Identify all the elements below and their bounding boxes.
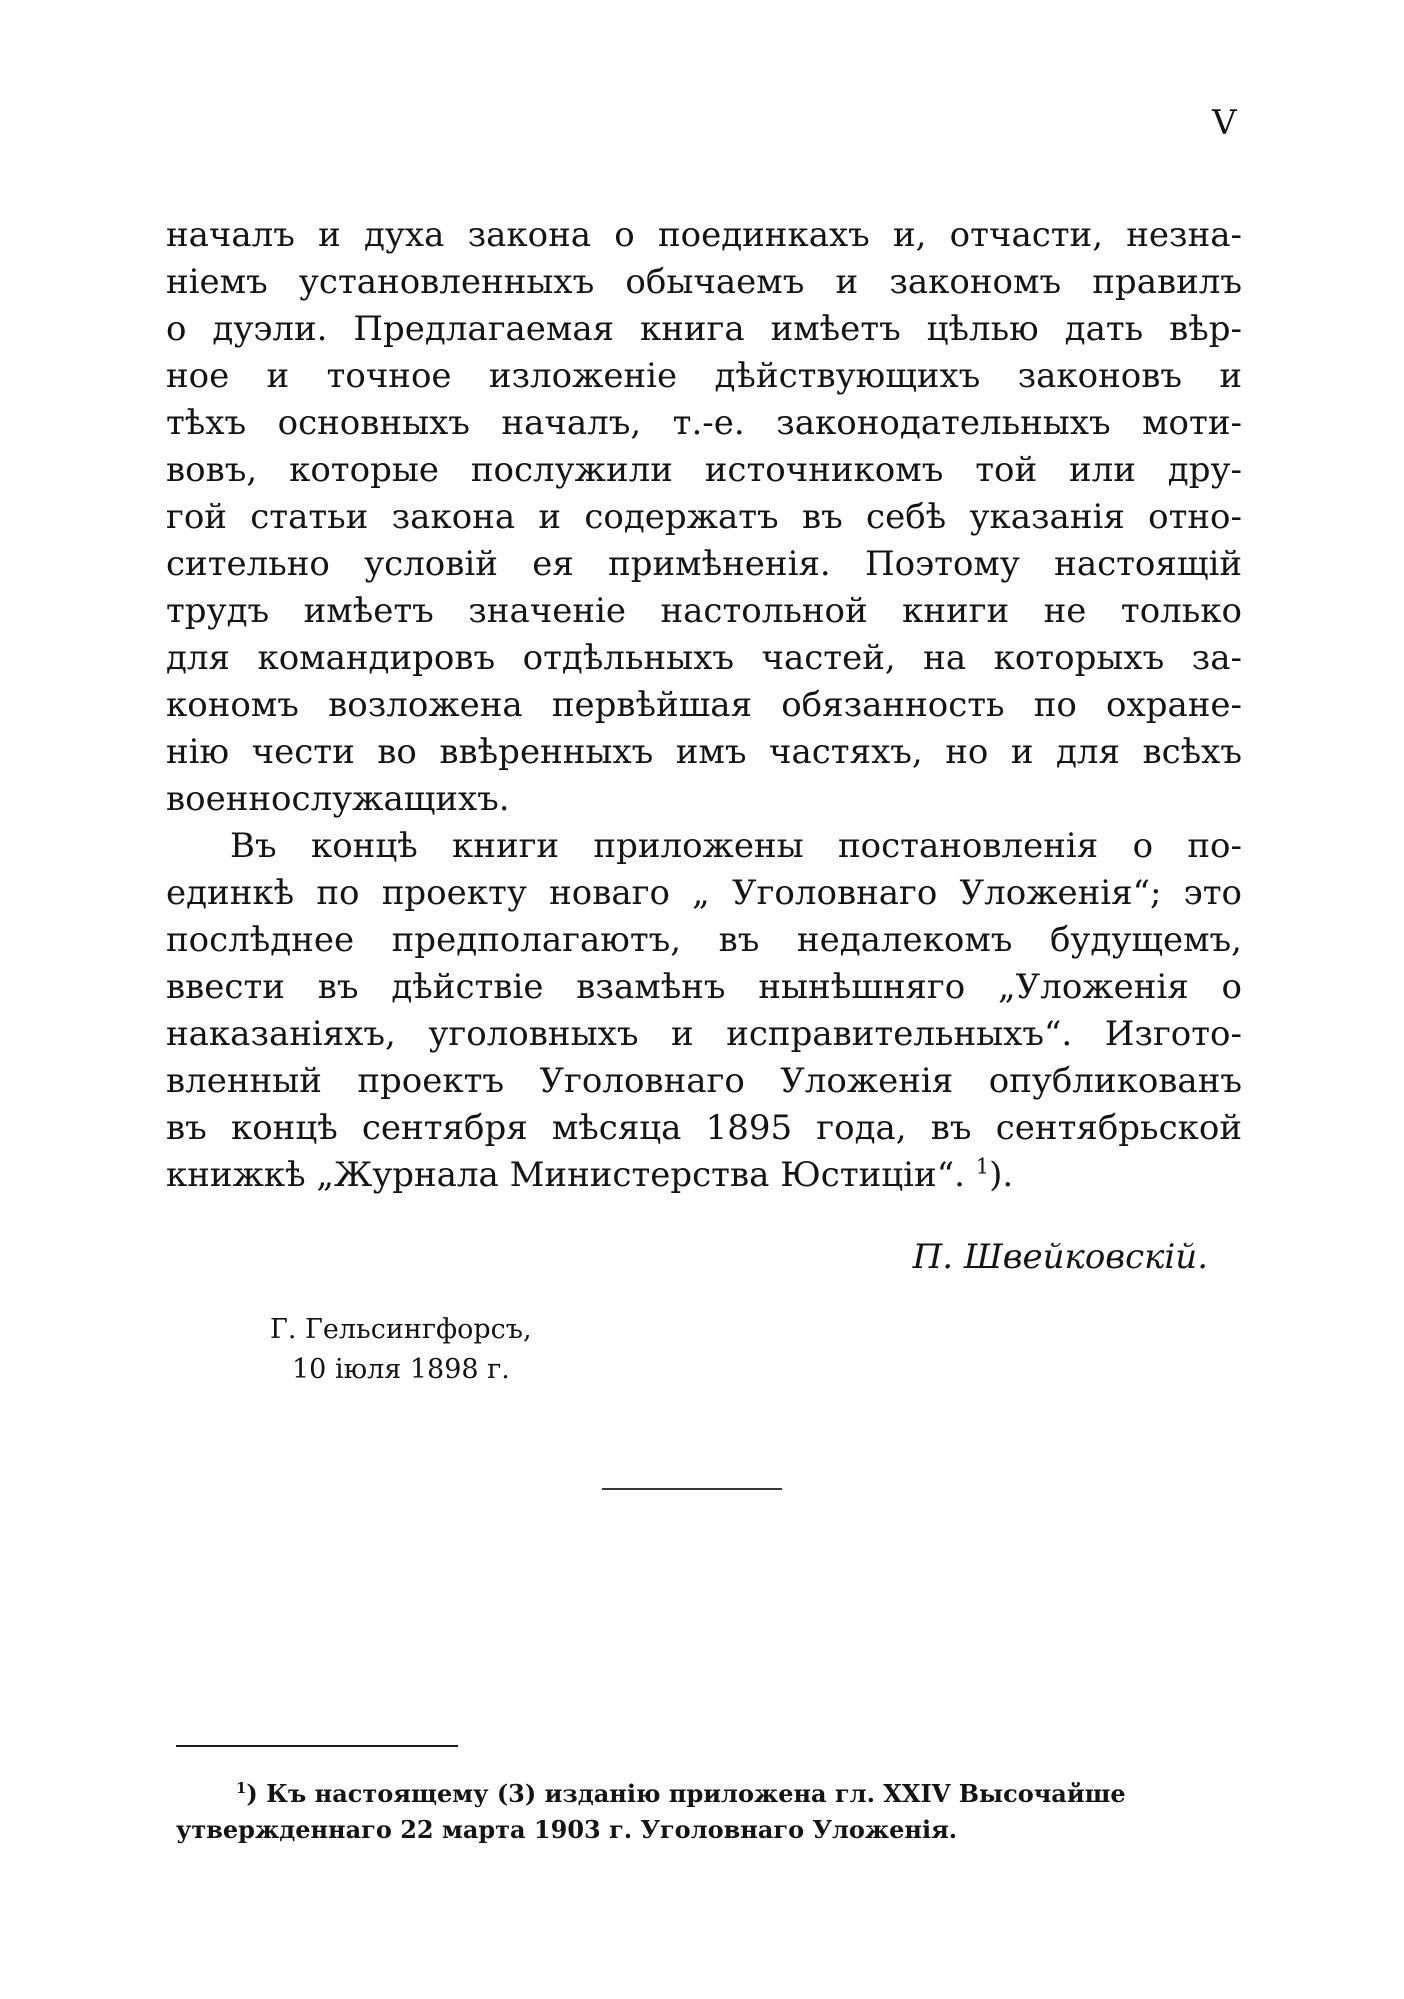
- text-line: единкѣ по проекту новаго „ Уголовнаго Уложенія“; это: [166, 873, 1242, 913]
- place-date: [270, 1310, 532, 1390]
- text-line: вленный проектъ Уголовнаго Уложенія опубликованъ: [166, 1061, 1242, 1101]
- footnote-line-1: [176, 1776, 1242, 1812]
- text-line-content: книжкѣ „Журнала Министерства Юстиціи“.: [166, 1155, 965, 1195]
- text-line: вовъ, которые послужили источникомъ той или дру-: [166, 450, 1242, 490]
- text-line: Въ концѣ книги приложены постановленія о по-: [230, 826, 1242, 866]
- text-line: сительно условій ея примѣненія. Поэтому настоящій: [166, 544, 1242, 584]
- text-line: послѣднее предполагаютъ, въ недалекомъ будущемъ,: [166, 920, 1242, 960]
- text-line: началъ и духа закона о поединкахъ и, отчасти, незна-: [166, 215, 1242, 255]
- text-line: ніемъ установленныхъ обычаемъ и закономъ правилъ: [166, 262, 1242, 302]
- text-line: тѣхъ основныхъ началъ, т.-е. законодательныхъ моти-: [166, 403, 1242, 443]
- text-line: въ концѣ сентября мѣсяца 1895 года, въ сентябрьской: [166, 1108, 1242, 1148]
- text-line: кономъ возложена первѣйшая обязанность по охране-: [166, 685, 1242, 725]
- text-line: гой статьи закона и содержатъ въ себѣ указанія отно-: [166, 497, 1242, 537]
- footnote-text-1: Къ настоящему (3) изданію приложена гл. XXIV Высочайше: [266, 1779, 1126, 1808]
- footnote-rule: [176, 1745, 458, 1747]
- text-line: военнослужащихъ.: [166, 779, 510, 819]
- text-line: ное и точное изложеніе дѣйствующихъ законовъ и: [166, 356, 1242, 396]
- place: Г. Гельсингфорсъ,: [270, 1314, 532, 1345]
- footnote-marker: 1: [236, 1779, 247, 1797]
- text-line-last: [166, 1152, 1242, 1199]
- date: 10 іюля 1898 г.: [292, 1354, 510, 1385]
- closing-paren: ).: [989, 1155, 1014, 1195]
- text-line: наказаніяхъ, уголовныхъ и исправительныхъ“. Изгото-: [166, 1014, 1242, 1054]
- text-line: ввести въ дѣйствіе взамѣнъ нынѣшняго „Уложенія о: [166, 967, 1242, 1007]
- page-number: V: [1212, 103, 1237, 143]
- text-line: трудъ имѣетъ значеніе настольной книги не только: [166, 591, 1242, 631]
- text-line: о дуэли. Предлагаемая книга имѣетъ цѣлью дать вѣр-: [166, 309, 1242, 349]
- text-line: для командировъ отдѣльныхъ частей, на которыхъ за-: [166, 638, 1242, 678]
- text-line: нію чести во ввѣренныхъ имъ частяхъ, но и для всѣхъ: [166, 732, 1242, 772]
- footnote-ref[interactable]: 1: [975, 1153, 990, 1179]
- author-signature: П. Швейковскій.: [912, 1237, 1208, 1277]
- section-divider: [602, 1488, 782, 1490]
- body-text: [166, 212, 1242, 1199]
- footnote-line-2: утвержденнаго 22 марта 1903 г. Уголовнаго Уложенія.: [176, 1815, 958, 1844]
- footnote-marker-close: ): [246, 1779, 258, 1808]
- footnote: [176, 1776, 1242, 1848]
